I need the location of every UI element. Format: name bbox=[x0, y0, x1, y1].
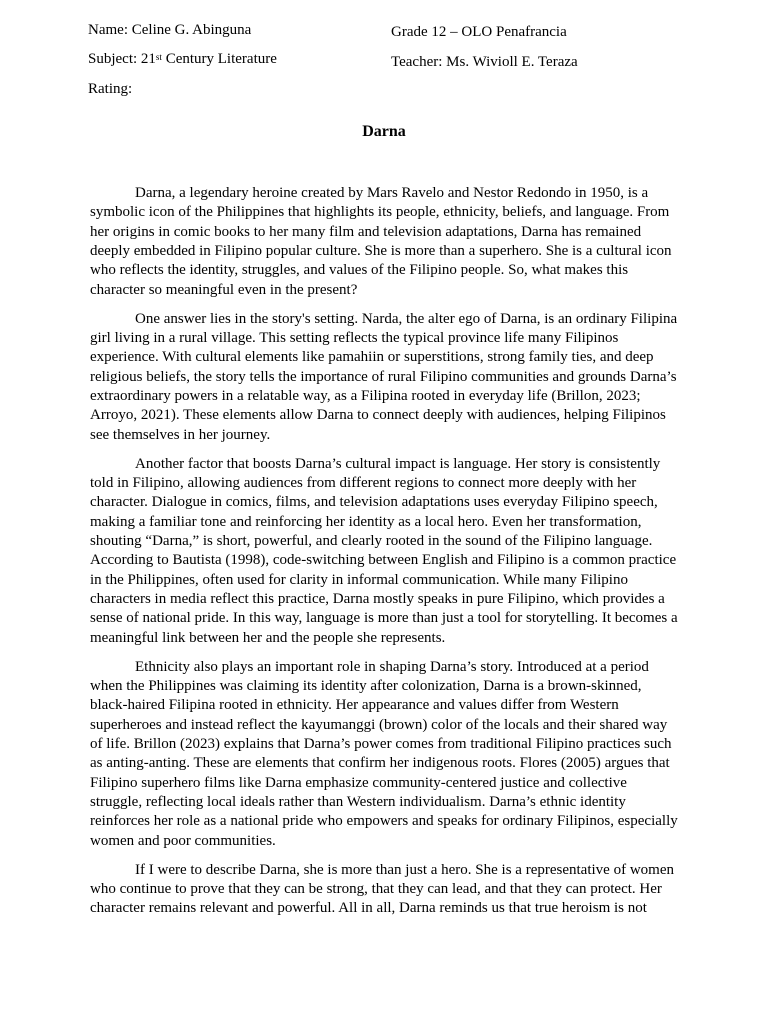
subject-label: Subject: bbox=[88, 51, 141, 67]
grade-section: Grade 12 – OLO Penafrancia bbox=[391, 24, 567, 40]
paragraph-5: If I were to describe Darna, she is more than just a hero. She is a representative of women who continue to prove that they can be strong, that they can lead, and that they can protect. Her character remains relevant and powerful. All in all, Darna reminds us that true heroism is not bbox=[90, 861, 674, 917]
subject-number: 21 bbox=[140, 51, 156, 67]
rating-label: Rating: bbox=[88, 81, 133, 97]
document-title: Darna bbox=[362, 123, 406, 140]
teacher-name: Teacher: Ms. Wivioll E. Teraza bbox=[391, 54, 578, 70]
name-value: Celine G. Abinguna bbox=[131, 22, 252, 38]
paragraph-4: Ethnicity also plays an important role in shaping Darna’s story. Introduced at a period when the Philippines was claiming its identity after colonization, Darna is a brown-skinned, black-haired Filipina rooted in ethnicity. Her appearance and values differ from Western superheroes and instead reflect the kayumanggi (brown) color of the locals and their shared way of life. Brillon (2023) explains that Darna’s power comes from traditional Filipino practices such as anting-anting. These are elements that confirm her indigenous roots. Flores (2005) argues that Filipino superhero films like Darna emphasize community-centered justice and collective struggle, reflecting local ideals rather than Western individualism. Darna’s ethnic identity reinforces her role as a national pride who empowers and speaks for ordinary Filipinos, especially women and poor communities. bbox=[90, 658, 678, 849]
paragraph-2: One answer lies in the story's setting. Narda, the alter ego of Darna, is an ordinary Filipina girl living in a rural village. This setting reflects the typical province life many Filipinos experience. With cultural elements like pamahiin or superstitions, strong family ties, and deep religious beliefs, the story tells the importance of rural Filipino communities and grounds Darna’s extraordinary powers in a relatable way, as a Filipina rooted in everyday life (Brillon, 2023; Arroyo, 2021). These elements allow Darna to connect deeply with audiences, helping Filipinos see themselves in her journey. bbox=[90, 310, 678, 443]
subject-ordinal-suffix: st bbox=[155, 52, 162, 62]
paragraph-3: Another factor that boosts Darna’s cultural impact is language. Her story is consistently told in Filipino, allowing audiences from different regions to connect more deeply with her character. Dialogue in comics, films, and television adaptations uses everyday Filipino speech, making a familiar tone and reinforcing her identity as a local hero. Even her transformation, shouting “Darna,” is short, powerful, and clearly rooted in the sound of the Filipino language. According to Bautista (1998), code-switching between English and Filipino is a common practice in the Philippines, often used for clarity in informal communication. While many Filipino characters in media reflect this practice, Darna mostly speaks in pure Filipino, which provides a sense of national pride. In this way, language is more than just a tool for storytelling. It becomes a meaningful link between her and the people she represents. bbox=[90, 455, 678, 646]
essay-body bbox=[90, 184, 682, 928]
paragraph-1: Darna, a legendary heroine created by Mars Ravelo and Nestor Redondo in 1950, is a symbolic icon of the Philippines that highlights its people, ethnicity, beliefs, and language. From her origins in comic books to her many film and television adaptations, Darna has remained deeply embedded in Filipino popular culture. She is more than a superhero. She is a cultural icon who reflects the identity, struggles, and values of the Filipino people. So, what makes this character so meaningful even in the present? bbox=[90, 185, 672, 298]
subject-rest: Century Literature bbox=[161, 51, 277, 67]
student-name bbox=[88, 21, 251, 39]
name-label: Name: bbox=[88, 22, 132, 38]
subject-line bbox=[88, 50, 277, 68]
